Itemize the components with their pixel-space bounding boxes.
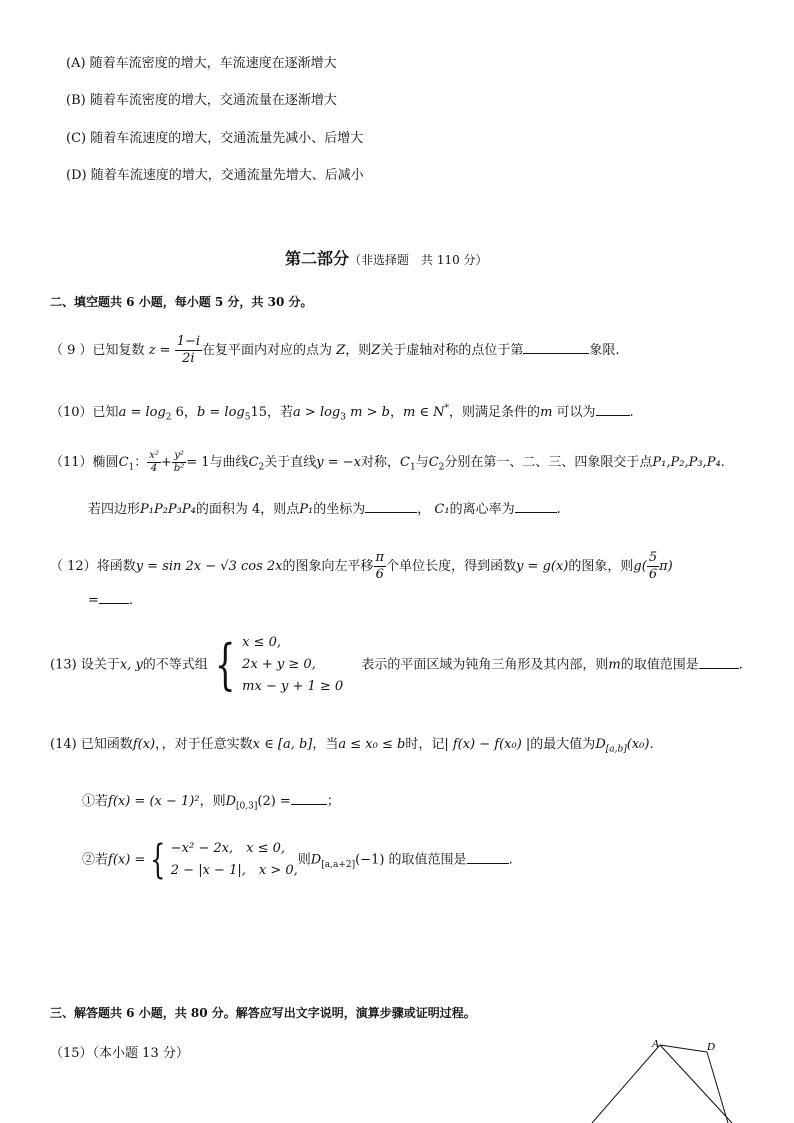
q9-frac-num: 1−i (176, 334, 201, 349)
q12-eq: = (88, 593, 99, 608)
figure-line-a-d (660, 1045, 707, 1052)
q14-abs: | f(x) − f(x₀) | (444, 737, 531, 752)
q9-pre: 已知复数 (92, 343, 145, 358)
q10-sep2: ， (389, 405, 403, 420)
part2-title: 第二部分 (285, 249, 350, 268)
q10-end: . (629, 405, 634, 420)
figure-line-a-left (592, 1045, 660, 1123)
question-14 (50, 733, 654, 755)
q10-number: （10） (50, 405, 93, 420)
q11-end: . (556, 502, 561, 517)
question-10 (50, 401, 634, 423)
q11-frac-y (172, 450, 186, 475)
q9-number: （ 9 ） (50, 343, 93, 358)
q12-five: 5 (648, 550, 658, 565)
q14-c: ，当 (312, 737, 339, 752)
q14-D-sub: [a,b] (605, 744, 627, 755)
q14-s2-D: D (310, 852, 322, 868)
q14-part2-answer-blank[interactable] (467, 851, 509, 864)
q11-dot: . (720, 455, 725, 470)
option-a: (A) 随着车流密度的增大，车流速度在逐渐增大 (66, 56, 337, 71)
q14-s1-f: f(x) = (x − 1)² (108, 794, 200, 809)
question-14-part2 (82, 838, 513, 882)
q14-s2-c: 的取值范围是 (384, 852, 467, 868)
q14-b: ，，对于任意实数 (155, 737, 253, 752)
q10-ineq2: m > b (345, 405, 390, 420)
q12-shift-frac (374, 550, 387, 583)
q11-c2: C (248, 455, 259, 470)
q11-answer-blank-1[interactable] (365, 500, 417, 513)
q12-pi2: π) (659, 559, 673, 574)
q9-Z2: Z (371, 343, 381, 358)
q11-line1-f: 分别在第一、二、三、四象限交于点 (444, 455, 653, 470)
q14-e: 的最大值为 (530, 737, 596, 752)
question-15: （15）（本小题 13 分） (50, 1046, 189, 1061)
q13-system (242, 632, 343, 698)
q11-c1-again: C (400, 455, 410, 470)
q11-c1-sub: 1 (128, 462, 135, 473)
q9-fraction (175, 334, 202, 367)
q11-answer-blank-2[interactable] (515, 500, 557, 513)
question-12-line2 (88, 591, 133, 608)
q12-a: 将函数 (96, 559, 136, 574)
q14-fx: f(x) (132, 737, 156, 752)
q14-s2-D-sub: [a,a+2] (321, 860, 356, 871)
q11-plus: + (160, 455, 172, 470)
question-11-line2 (88, 498, 561, 517)
q14-s2-a: ②若 (82, 852, 109, 868)
q11-b2: b² (173, 463, 185, 474)
q9-answer-blank[interactable] (523, 341, 589, 354)
q10-a-sub: 2 (165, 412, 172, 423)
figure-label-d: D (707, 1041, 715, 1053)
q11-colon: ： (134, 455, 148, 470)
part2-subtitle: （非选择题 共 110 分） (349, 253, 488, 267)
q11-p1: P₁ (299, 502, 314, 517)
q10-b-sub: 5 (244, 412, 251, 423)
section3-heading: 三、解答题共 6 小题，共 80 分。解答应写出文字说明，演算步骤或证明过程。 (50, 1006, 476, 1020)
q13-end: . (738, 657, 743, 673)
q14-s2-b: 则 (297, 852, 311, 868)
q14-s2-arg: (−1) (355, 852, 385, 868)
question-12 (50, 550, 673, 583)
q11-line2-c: 的坐标为 (313, 502, 366, 517)
q10-a-arg: 6 (171, 405, 184, 420)
option-c: (C) 随着车流速度的增大，交通流量先减小、后增大 (66, 131, 364, 146)
question-9 (50, 334, 619, 367)
q12-end: . (128, 593, 134, 608)
q10-post: ，则满足条件的 (449, 405, 541, 420)
q10-b-arg: 15 (250, 405, 268, 420)
q11-line: y = −x (316, 455, 361, 470)
question-13 (50, 632, 743, 698)
q11-c1: C (118, 455, 129, 470)
q14-s1-b: ，则 (199, 794, 226, 809)
q11-line2-d: ， (417, 502, 431, 517)
q10-a-def: a = log (118, 405, 166, 420)
q12-six2: 6 (648, 567, 658, 582)
q12-number: （ 12） (50, 559, 97, 574)
geometry-figure (580, 1030, 750, 1123)
q13-row3: mx − y + 1 ≥ 0 (242, 679, 344, 694)
q11-x2: x² (149, 450, 159, 461)
option-b: (B) 随着车流密度的增大，交通流量在逐渐增大 (66, 93, 337, 108)
q14-s2-system (171, 838, 298, 882)
q12-g: y = g(x) (516, 559, 569, 574)
q11-line1-d: 对称， (361, 455, 401, 470)
q14-s2-brace: { (150, 837, 166, 883)
q14-d: 时，记 (405, 737, 445, 752)
q11-eq1: = 1 (186, 455, 210, 470)
q14-s1-a: ①若 (82, 794, 109, 809)
q10-m: m (540, 405, 553, 420)
q11-c1-sub-again: 1 (409, 462, 416, 473)
q10-b-def: b = log (196, 405, 245, 420)
q14-s2-end: . (508, 852, 513, 868)
q11-c2-again: C (428, 455, 439, 470)
q11-points: P₁,P₂,P₃,P₄ (652, 455, 721, 470)
option-d: (D) 随着车流速度的增大，交通流量先增大、后减小 (66, 168, 364, 183)
q11-line2-a: 若四边形 (88, 502, 141, 517)
q12-func: y = sin 2x − √3 cos 2x (135, 559, 283, 574)
q12-answer-blank[interactable] (99, 591, 129, 604)
q9-post: 关于虚轴对称的点位于第 (380, 343, 524, 358)
q14-cond: a ≤ x₀ ≤ b (338, 737, 406, 752)
q10-ineq: a > log (293, 405, 341, 420)
q11-quad: P₁P₂P₃P₄ (140, 502, 196, 517)
q11-c2-sub: 2 (258, 462, 265, 473)
q13-m: m (608, 657, 621, 673)
q12-g2: g( (633, 559, 647, 574)
q13-b: 的不等式组 (142, 657, 208, 673)
q13-xy: x, y (119, 657, 143, 673)
q13-answer-blank[interactable] (699, 656, 739, 669)
q12-arg-frac (647, 550, 659, 583)
q14-s2-row1: −x² − 2x, x ≤ 0, (170, 841, 286, 856)
q11-y2: y² (174, 450, 184, 461)
question-14-part1 (82, 790, 340, 812)
question-11 (50, 450, 725, 475)
q10-text1: 已知 (92, 405, 119, 420)
q10-post2: 可以为 (552, 405, 596, 420)
q13-c: 表示的平面区域为钝角三角形及其内部，则 (361, 657, 609, 673)
q14-number: (14) (50, 737, 77, 752)
q11-four: 4 (150, 463, 158, 474)
q14-D-arg: (x₀) (626, 737, 650, 752)
q11-line1-c: 关于直线 (264, 455, 317, 470)
q13-row2: 2x + y ≥ 0, (242, 657, 316, 672)
q9-mid: 在复平面内对应的点为 (202, 343, 333, 358)
q14-D: D (595, 737, 606, 752)
q14-a: 已知函数 (80, 737, 133, 752)
q13-d: 的取值范围是 (620, 657, 699, 673)
q11-c2-sub-again: 2 (438, 462, 445, 473)
q12-c: 个单位长度，得到函数 (386, 559, 517, 574)
q10-mid: ，若 (267, 405, 294, 420)
q14-end: . (649, 737, 654, 752)
q11-line1-a: 椭圆 (92, 455, 119, 470)
q9-frac-den: 2i (182, 351, 195, 366)
q12-pi: π (375, 550, 385, 565)
q14-s2-f: f(x) = (108, 852, 146, 868)
q11-c1b: C₁ (434, 502, 450, 517)
q13-brace: { (214, 633, 236, 696)
q12-b: 的图象向左平移 (282, 559, 374, 574)
q14-s1-end: ； (326, 794, 340, 809)
q11-line1-e: 与 (415, 455, 429, 470)
q10-sep1: ， (183, 405, 197, 420)
q14-part1-answer-blank[interactable] (291, 792, 327, 805)
q14-s1-arg: (2) = (257, 794, 291, 809)
q13-a: 设关于 (80, 657, 120, 673)
part2-heading (285, 246, 488, 269)
figure-label-a: A (652, 1038, 659, 1050)
q9-Z1: Z (336, 343, 346, 358)
section2-heading: 二、填空题共 6 小题，每小题 5 分，共 30 分。 (50, 295, 313, 309)
q9-mid2: ，则 (345, 343, 372, 358)
figure-line-a-right (660, 1045, 732, 1123)
q11-line1-b: 与曲线 (209, 455, 249, 470)
q10-m-sup: * (444, 403, 450, 414)
q14-s1-D-sub: [0,3] (236, 801, 258, 812)
q11-frac-x (147, 450, 161, 475)
q12-six: 6 (375, 567, 384, 582)
figure-line-d-down (707, 1052, 728, 1123)
q10-m-set: m ∈ N (402, 405, 445, 420)
q9-z: z = (148, 343, 171, 358)
q12-d: 的图象，则 (568, 559, 634, 574)
q10-answer-blank[interactable] (596, 403, 630, 416)
q14-s1-D: D (225, 794, 237, 809)
q14-s2-row2: 2 − |x − 1|, x > 0, (170, 863, 298, 878)
q11-line2-b: 的面积为 4，则点 (195, 502, 300, 517)
q9-end: 象限. (589, 343, 620, 358)
q11-line2-e: 的离心率为 (449, 502, 515, 517)
q10-ineq-sub: 3 (340, 412, 346, 423)
q11-number: （11） (50, 455, 93, 470)
q14-xin: x ∈ [a, b] (252, 737, 313, 752)
q13-row1: x ≤ 0, (242, 635, 282, 650)
q13-number: (13) (50, 657, 77, 673)
